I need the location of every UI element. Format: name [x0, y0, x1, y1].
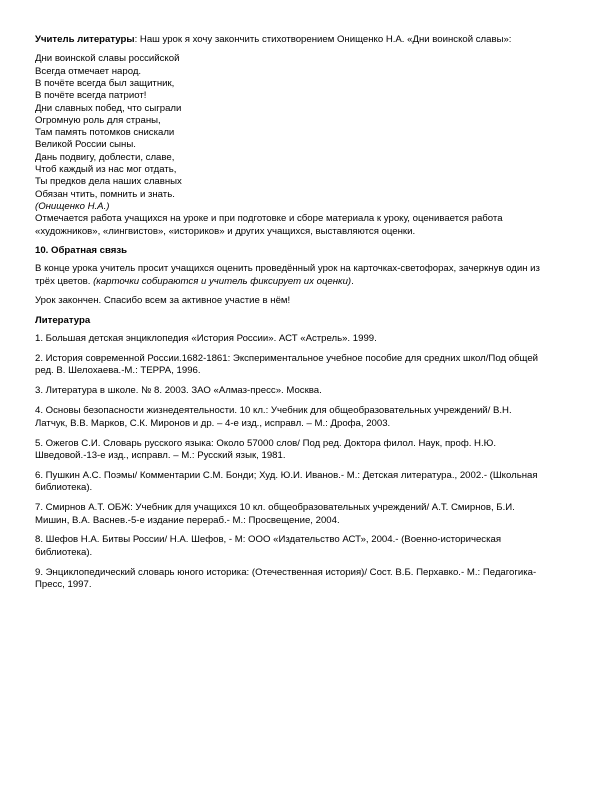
- reference-item: [35, 385, 580, 397]
- poem-line: В почёте всегда патриот!: [35, 90, 147, 102]
- reference-line: Шведовой.-13-е изд., исправл. – М.: Русский язык, 1981.: [35, 449, 286, 461]
- evaluation-line: Отмечается работа учащихся на уроке и при подготовке и сборе материала к уроку, оценивается работа: [35, 213, 503, 225]
- poem: [35, 53, 580, 213]
- intro-paragraph: [35, 34, 580, 46]
- reference-item: [35, 470, 580, 495]
- references-list: [35, 333, 580, 592]
- poem-line: Ты предков дела наших славных: [35, 176, 182, 188]
- feedback-heading: 10. Обратная связь: [35, 245, 128, 257]
- reference-line: 4. Основы безопасности жизнедеятельности. 10 кл.: Учебник для общеобразовательных учреждений/ В.Н.: [35, 405, 512, 417]
- poem-line: Великой России сыны.: [35, 139, 136, 151]
- poem-line: В почёте всегда был защитник,: [35, 78, 175, 89]
- poem-line: Дни воинской славы российской: [35, 53, 180, 65]
- reference-line: Латчук, В.В. Марков, С.К. Миронов и др. – 4-е изд., исправл. – М.: Дрофа, 2003.: [35, 417, 391, 429]
- reference-item: [35, 353, 580, 378]
- intro-text: : Наш урок я хочу закончить стихотворением Онищенко Н.А. «Дни воинской славы»:: [134, 34, 512, 45]
- feedback-period: .: [351, 275, 354, 287]
- feedback-line-2: [35, 276, 580, 288]
- reference-line: библиотека).: [35, 546, 93, 558]
- reference-line: 3. Литература в школе. № 8. 2003. ЗАО «Алмаз-пресс». Москва.: [35, 385, 322, 397]
- poem-line: Чтоб каждый из нас мог отдать,: [35, 164, 177, 176]
- reference-item: [35, 333, 580, 345]
- poem-line: Там память потомков снискали: [35, 127, 175, 139]
- reference-line: библиотека).: [35, 482, 93, 494]
- evaluation-paragraph: [35, 213, 580, 238]
- reference-item: [35, 438, 580, 463]
- reference-line: ред. В. Шелохаева.-М.: ТЕРРА, 1996.: [35, 365, 201, 377]
- feedback-note: (карточки собираются и учитель фиксирует их оценки): [93, 275, 352, 287]
- reference-line: 1. Большая детская энциклопедия «История России». АСТ «Астрель». 1999.: [35, 333, 377, 345]
- reference-line: 5. Ожегов С.И. Словарь русского языка: Около 57000 слов/ Под ред. Доктора филол. Наук, проф. Н.Ю.: [35, 437, 497, 449]
- reference-line: Мишин, В.А. Васнев.-5-е издание перераб.- М.: Просвещение, 2004.: [35, 514, 340, 526]
- reference-line: 9. Энциклопедический словарь юного историка: (Отечественная история)/ Сост. В.Б. Перхавко.- М.: Педагогика-: [35, 566, 537, 578]
- reference-line: 8. Шефов Н.А. Битвы России/ Н.А. Шефов, - М: ООО «Издательство АСТ», 2004.- (Военно-историческая: [35, 534, 502, 546]
- speaker-label: Учитель литературы: [35, 34, 135, 45]
- reference-line: 6. Пушкин А.С. Поэмы/ Комментарии С.М. Бонди; Худ. Ю.И. Иванов.- М.: Детская литература., 2002.- (Школьная: [35, 469, 538, 481]
- reference-line: Пресс, 1997.: [35, 579, 92, 591]
- poem-author-text: (Онищенко Н.А.): [35, 200, 110, 212]
- evaluation-line: «художников», «лингвистов», «историков» и других учащихся, выставляются оценки.: [35, 225, 416, 237]
- reference-line: 2. История современной России.1682-1861: Экспериментальное учебное пособие для средних школ/Под общей: [35, 353, 539, 365]
- reference-item: [35, 567, 580, 592]
- document-page: [35, 34, 580, 599]
- literature-heading: Литература: [35, 314, 91, 326]
- reference-line: 7. Смирнов А.Т. ОБЖ: Учебник для учащихся 10 кл. общеобразовательных учреждений/ А.Т. Смирнов, Б.И.: [35, 502, 515, 514]
- reference-item: [35, 502, 580, 527]
- closing-text: Урок закончен. Спасибо всем за активное участие в нём!: [35, 295, 291, 307]
- poem-line: Обязан чтить, помнить и знать.: [35, 188, 175, 200]
- poem-author: [35, 201, 580, 213]
- reference-item: [35, 405, 580, 430]
- poem-line: Огромную роль для страны,: [35, 114, 161, 126]
- feedback-text: трёх цветов.: [35, 275, 94, 287]
- reference-item: [35, 534, 580, 559]
- poem-line: Дни славных побед, что сыграли: [35, 102, 182, 114]
- feedback-line: В конце урока учитель просит учащихся оценить проведённый урок на карточках-светофорах, зачеркнув один из: [35, 263, 540, 275]
- poem-line: Дань подвигу, доблести, славе,: [35, 151, 175, 163]
- poem-line: Всегда отмечает народ.: [35, 65, 142, 77]
- feedback-paragraph: [35, 263, 580, 288]
